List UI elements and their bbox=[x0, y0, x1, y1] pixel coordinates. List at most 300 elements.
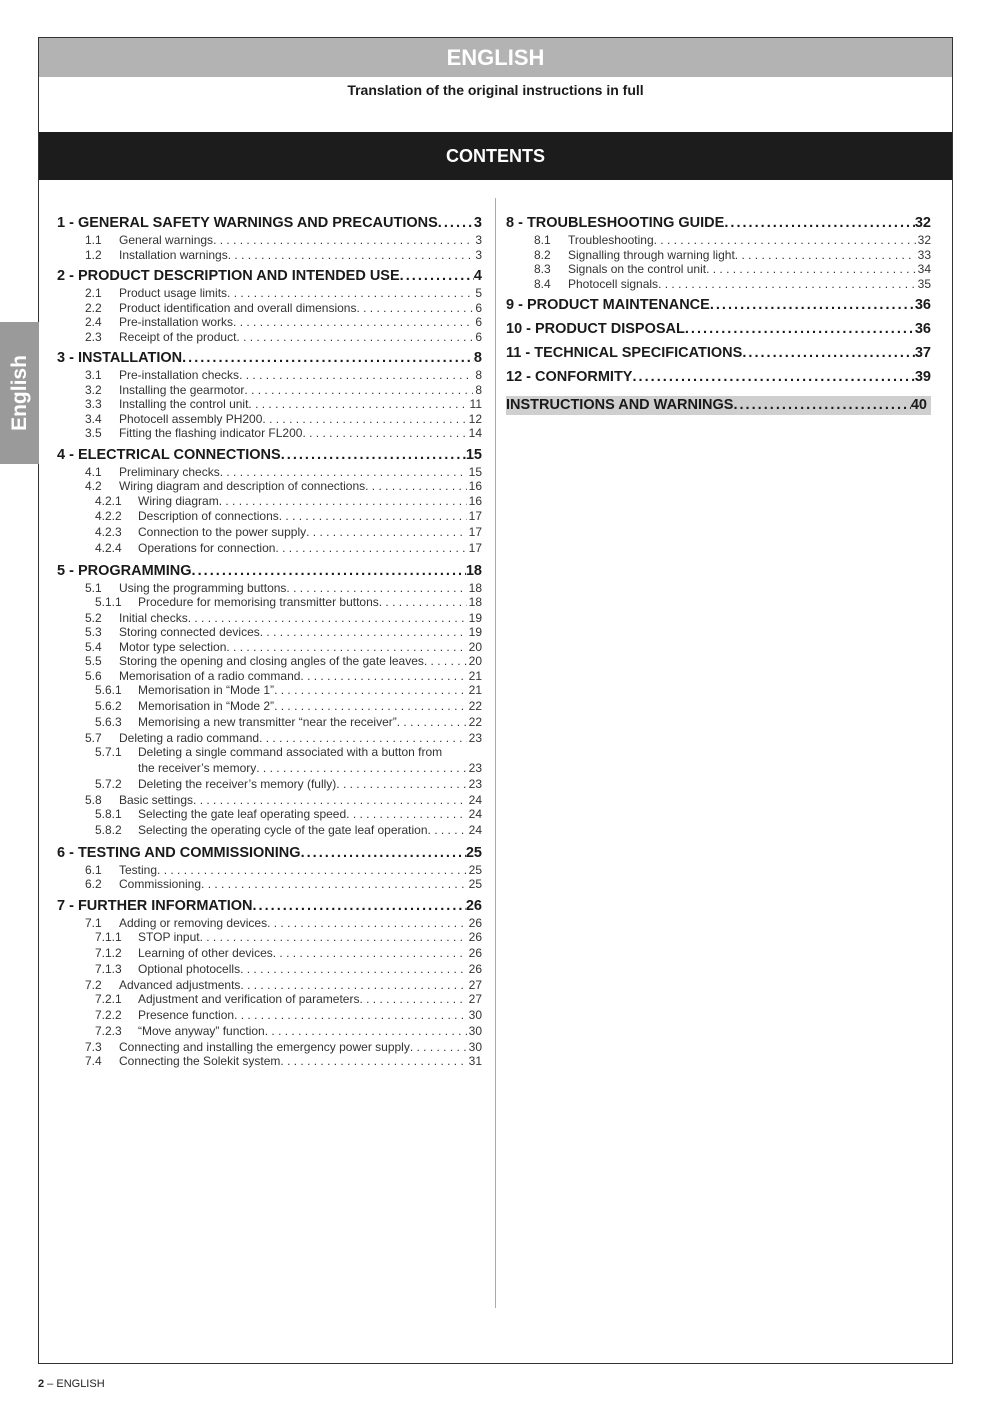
toc-section-entry[interactable] bbox=[506, 233, 931, 248]
toc-leader-dots bbox=[428, 823, 467, 839]
toc-page-number: 36 bbox=[914, 321, 931, 337]
toc-entry-title: Troubleshooting bbox=[568, 233, 654, 247]
toc-section-entry[interactable] bbox=[57, 946, 482, 962]
toc-page-number: 3 bbox=[473, 215, 482, 231]
toc-page-number: 26 bbox=[468, 915, 482, 930]
toc-page-number: 24 bbox=[468, 823, 482, 838]
toc-leader-dots bbox=[346, 807, 466, 823]
toc-right-column bbox=[506, 214, 931, 415]
toc-page-number: 25 bbox=[468, 877, 482, 892]
toc-section-number: 5.6.1 bbox=[95, 683, 122, 698]
toc-section-number: 4.2.2 bbox=[95, 509, 122, 524]
toc-section-number: 8.3 bbox=[534, 262, 551, 276]
toc-section-number: 2.1 bbox=[85, 286, 102, 300]
toc-leader-dots bbox=[706, 262, 916, 277]
toc-section-number: 3.2 bbox=[85, 382, 102, 397]
toc-section-number: 4.2 bbox=[85, 479, 102, 493]
toc-chapter-title: 6 - TESTING AND COMMISSIONING bbox=[57, 844, 301, 861]
toc-leader-dots bbox=[267, 916, 467, 931]
toc-page-number: 21 bbox=[468, 683, 482, 698]
toc-section-number: 5.6.2 bbox=[95, 699, 122, 714]
toc-entry-title: STOP input bbox=[138, 930, 200, 945]
toc-entry-title: Wiring diagram bbox=[138, 493, 219, 508]
toc-page-number: 18 bbox=[468, 595, 482, 610]
toc-section-entry[interactable] bbox=[57, 962, 482, 978]
toc-section-number: 1.1 bbox=[85, 233, 102, 247]
side-tab-label: English bbox=[7, 355, 31, 431]
toc-section-entry[interactable] bbox=[57, 248, 482, 263]
toc-chapter-entry[interactable] bbox=[506, 344, 931, 363]
toc-entry-continuation[interactable] bbox=[57, 761, 482, 777]
toc-section-entry[interactable] bbox=[57, 330, 482, 345]
toc-leader-dots bbox=[685, 320, 915, 339]
toc-section-number: 6.2 bbox=[85, 877, 102, 892]
toc-section-number: 7.2.2 bbox=[95, 1008, 122, 1023]
toc-section-number: 5.3 bbox=[85, 625, 102, 640]
toc-leader-dots bbox=[201, 877, 467, 892]
toc-leader-dots bbox=[710, 296, 915, 315]
toc-page-number: 12 bbox=[468, 411, 482, 426]
toc-page-number: 23 bbox=[468, 730, 482, 745]
toc-leader-dots bbox=[300, 669, 466, 684]
toc-entry-title: Optional photocells bbox=[138, 961, 241, 976]
toc-entry-title: Pre-installation works bbox=[119, 315, 234, 329]
toc-section-number: 2.4 bbox=[85, 315, 102, 329]
toc-leader-dots bbox=[227, 286, 473, 301]
toc-page-number: 14 bbox=[468, 426, 482, 440]
toc-leader-dots bbox=[279, 509, 467, 525]
toc-section-entry[interactable] bbox=[57, 368, 482, 383]
toc-page-number: 36 bbox=[914, 297, 931, 313]
toc-section-number: 3.5 bbox=[85, 426, 102, 440]
toc-section-entry[interactable] bbox=[506, 248, 931, 263]
toc-page-number: 20 bbox=[468, 654, 482, 669]
toc-section-entry[interactable] bbox=[57, 1054, 482, 1069]
toc-section-entry[interactable] bbox=[57, 494, 482, 510]
toc-section-entry[interactable] bbox=[57, 654, 482, 669]
toc-page-number: 11 bbox=[469, 397, 482, 411]
toc-section-entry[interactable] bbox=[57, 301, 482, 316]
toc-section-number: 5.8.2 bbox=[95, 823, 122, 838]
toc-section-entry[interactable] bbox=[57, 625, 482, 640]
toc-chapter-title: 11 - TECHNICAL SPECIFICATIONS bbox=[506, 345, 743, 361]
toc-entry-title: Deleting a single command associated with a button from bbox=[138, 745, 443, 760]
toc-leader-dots bbox=[356, 301, 473, 316]
toc-chapter-entry[interactable] bbox=[506, 296, 931, 315]
toc-leader-dots bbox=[233, 315, 473, 330]
toc-page-number: 3 bbox=[475, 247, 482, 262]
toc-section-number: 8.4 bbox=[534, 276, 551, 291]
toc-leader-dots bbox=[259, 731, 467, 746]
toc-leader-dots bbox=[228, 248, 474, 263]
toc-section-entry[interactable] bbox=[57, 669, 482, 684]
toc-section-entry[interactable] bbox=[57, 640, 482, 655]
toc-chapter-title: 9 - PRODUCT MAINTENANCE bbox=[506, 297, 710, 313]
toc-section-entry[interactable] bbox=[57, 1024, 482, 1040]
toc-entry-title: Installing the gearmotor bbox=[119, 382, 245, 397]
toc-chapter-title: 2 - PRODUCT DESCRIPTION AND INTENDED USE bbox=[57, 268, 400, 284]
toc-page-number: 4 bbox=[473, 268, 482, 284]
toc-section-number: 3.1 bbox=[85, 368, 102, 382]
toc-entry-title: Advanced adjustments bbox=[119, 977, 241, 992]
toc-section-entry[interactable] bbox=[57, 1040, 482, 1055]
language-side-tab bbox=[0, 322, 39, 464]
toc-leader-dots bbox=[301, 844, 466, 863]
toc-chapter-title: 5 - PROGRAMMING bbox=[57, 562, 192, 579]
toc-section-entry[interactable] bbox=[57, 525, 482, 541]
toc-entry-title: General warnings bbox=[119, 233, 214, 247]
toc-section-number: 4.1 bbox=[85, 464, 102, 479]
toc-section-number: 5.2 bbox=[85, 610, 102, 625]
toc-section-number: 7.1.1 bbox=[95, 930, 122, 945]
toc-entry-title: Signals on the control unit bbox=[568, 262, 707, 276]
toc-entry-title: Deleting the receiver’s memory (fully) bbox=[138, 776, 337, 791]
toc-section-number: 7.2 bbox=[85, 977, 102, 992]
toc-page-number: 6 bbox=[475, 315, 482, 329]
toc-entry-title: Connecting the Solekit system bbox=[119, 1054, 281, 1069]
toc-page-number: 30 bbox=[468, 1023, 482, 1038]
toc-page-number: 26 bbox=[468, 946, 482, 961]
language-banner: ENGLISH bbox=[39, 38, 952, 77]
toc-section-number: 8.2 bbox=[534, 247, 551, 262]
toc-entry-title: Connection to the power supply bbox=[138, 525, 307, 540]
toc-entry-title: Preliminary checks bbox=[119, 464, 220, 479]
toc-chapter-entry[interactable] bbox=[506, 320, 931, 339]
toc-leader-dots bbox=[252, 897, 465, 916]
toc-page-number: 26 bbox=[468, 961, 482, 976]
toc-entry-title: Basic settings bbox=[119, 792, 194, 807]
toc-page-number: 16 bbox=[468, 479, 482, 493]
toc-leader-dots bbox=[632, 368, 914, 387]
toc-section-entry[interactable] bbox=[57, 465, 482, 480]
toc-entry-title: “Move anyway” function bbox=[138, 1023, 265, 1038]
toc-entry-title: Product usage limits bbox=[119, 286, 228, 300]
toc-chapter-title: 12 - CONFORMITY bbox=[506, 369, 633, 385]
toc-leader-dots bbox=[735, 248, 916, 263]
toc-section-entry[interactable] bbox=[57, 777, 482, 793]
toc-section-number: 7.2.3 bbox=[95, 1023, 122, 1038]
toc-entry-title: Connecting and installing the emergency power supply bbox=[119, 1039, 410, 1054]
toc-leader-dots bbox=[234, 1008, 467, 1024]
toc-page-number: 19 bbox=[468, 625, 482, 640]
toc-leader-dots bbox=[220, 465, 467, 480]
toc-leader-dots bbox=[302, 426, 466, 441]
toc-leader-dots bbox=[260, 625, 467, 640]
translation-subtitle: Translation of the original instructions in full bbox=[347, 82, 644, 98]
toc-entry-title: Memorisation in “Mode 2” bbox=[138, 699, 275, 714]
toc-entry-title: Storing connected devices bbox=[119, 625, 260, 640]
toc-entry-title: Memorising a new transmitter “near the receiver” bbox=[138, 715, 397, 730]
toc-section-number: 5.8 bbox=[85, 792, 102, 807]
toc-section-number: 5.5 bbox=[85, 654, 102, 669]
toc-section-entry[interactable] bbox=[57, 595, 482, 611]
toc-page-number: 21 bbox=[468, 668, 482, 683]
toc-entry-title: Product identification and overall dimensions bbox=[119, 300, 357, 315]
toc-leader-dots bbox=[359, 992, 466, 1008]
toc-leader-dots bbox=[188, 611, 467, 626]
toc-leader-dots bbox=[244, 383, 473, 398]
toc-page-number: 18 bbox=[465, 562, 482, 579]
toc-entry-title: Motor type selection bbox=[119, 639, 227, 654]
toc-page-number: 24 bbox=[468, 792, 482, 807]
toc-section-number: 7.3 bbox=[85, 1039, 102, 1054]
toc-entry-title: Fitting the flashing indicator FL200 bbox=[119, 426, 303, 440]
toc-leader-dots bbox=[410, 1040, 467, 1055]
toc-leader-dots bbox=[193, 793, 467, 808]
toc-section-number: 7.1.3 bbox=[95, 961, 122, 976]
toc-entry-title: Storing the opening and closing angles of the gate leaves bbox=[119, 654, 424, 669]
toc-chapter-entry[interactable] bbox=[57, 562, 482, 581]
toc-leader-dots bbox=[286, 581, 466, 596]
toc-entry-title: Photocell signals bbox=[568, 276, 659, 291]
toc-entry-title: Using the programming buttons bbox=[119, 580, 287, 595]
toc-section-number: 5.6.3 bbox=[95, 715, 122, 730]
toc-leader-dots bbox=[273, 946, 467, 962]
toc-page-number: 17 bbox=[468, 540, 482, 555]
toc-section-number: 5.6 bbox=[85, 668, 102, 683]
toc-leader-dots bbox=[438, 214, 474, 233]
toc-section-entry[interactable] bbox=[57, 683, 482, 699]
toc-section-entry[interactable] bbox=[57, 916, 482, 931]
toc-section-entry[interactable] bbox=[57, 863, 482, 878]
toc-entry-title: Pre-installation checks bbox=[119, 368, 240, 382]
toc-chapter-entry[interactable] bbox=[506, 368, 931, 387]
toc-page-number: 8 bbox=[475, 368, 482, 382]
toc-page-number: 8 bbox=[475, 382, 482, 397]
toc-chapter-entry[interactable] bbox=[506, 214, 931, 233]
toc-section-entry[interactable] bbox=[57, 978, 482, 993]
toc-page-number: 17 bbox=[468, 509, 482, 524]
toc-page-number: 30 bbox=[468, 1008, 482, 1023]
toc-leader-dots bbox=[182, 349, 474, 368]
toc-leader-dots bbox=[157, 863, 467, 878]
toc-section-entry[interactable] bbox=[57, 715, 482, 731]
toc-entry-title: Initial checks bbox=[119, 610, 188, 625]
toc-page-number: 37 bbox=[914, 345, 931, 361]
toc-entry-title: the receiver’s memory bbox=[138, 761, 257, 776]
toc-section-entry[interactable] bbox=[57, 930, 482, 946]
toc-section-entry[interactable] bbox=[57, 286, 482, 301]
toc-leader-dots bbox=[240, 978, 466, 993]
toc-section-entry[interactable] bbox=[57, 793, 482, 808]
toc-entry-title: Wiring diagram and description of connections bbox=[119, 479, 366, 493]
toc-section-entry[interactable] bbox=[57, 581, 482, 596]
toc-section-number: 2.2 bbox=[85, 300, 102, 315]
toc-leader-dots bbox=[306, 525, 467, 541]
toc-left-column bbox=[57, 214, 482, 1069]
toc-section-entry[interactable] bbox=[57, 611, 482, 626]
toc-page-number: 19 bbox=[468, 610, 482, 625]
toc-entry-title: Presence function bbox=[138, 1008, 235, 1023]
toc-entry-title: Signalling through warning light bbox=[568, 247, 735, 262]
toc-section-entry[interactable] bbox=[57, 877, 482, 892]
toc-section-entry[interactable] bbox=[57, 699, 482, 715]
toc-page-number: 3 bbox=[475, 233, 482, 247]
toc-leader-dots bbox=[397, 715, 467, 731]
toc-entry-title: Selecting the gate leaf operating speed bbox=[138, 807, 347, 822]
toc-page-number: 27 bbox=[468, 992, 482, 1007]
toc-section-entry[interactable] bbox=[57, 807, 482, 823]
toc-chapter-entry[interactable] bbox=[506, 396, 931, 415]
toc-section-number: 5.7 bbox=[85, 730, 102, 745]
toc-page-number: 31 bbox=[468, 1054, 482, 1069]
toc-page-number: 27 bbox=[468, 977, 482, 992]
toc-leader-dots bbox=[733, 396, 910, 415]
footer-page-number: 2 bbox=[38, 1378, 45, 1390]
toc-leader-dots bbox=[281, 446, 466, 465]
toc-leader-dots bbox=[240, 962, 467, 978]
toc-page-number: 23 bbox=[468, 776, 482, 791]
toc-leader-dots bbox=[200, 930, 467, 946]
toc-section-entry[interactable] bbox=[57, 426, 482, 441]
toc-leader-dots bbox=[226, 640, 466, 655]
toc-section-number: 5.7.1 bbox=[95, 745, 122, 760]
toc-chapter-title: 4 - ELECTRICAL CONNECTIONS bbox=[57, 446, 281, 463]
toc-entry-title: Deleting a radio command bbox=[119, 730, 260, 745]
toc-page-number: 22 bbox=[468, 699, 482, 714]
toc-page-number: 39 bbox=[914, 369, 931, 385]
toc-entry-title: Adjustment and verification of parameters bbox=[138, 992, 360, 1007]
toc-page-number: 26 bbox=[465, 897, 482, 914]
toc-section-number: 5.1 bbox=[85, 580, 102, 595]
toc-entry-title: Selecting the operating cycle of the gate leaf operation bbox=[138, 823, 428, 838]
toc-leader-dots bbox=[236, 330, 473, 345]
toc-section-number: 8.1 bbox=[534, 233, 551, 247]
toc-page-number: 32 bbox=[914, 215, 931, 231]
toc-leader-dots bbox=[219, 494, 467, 510]
toc-entry-title: Description of connections bbox=[138, 509, 279, 524]
toc-leader-dots bbox=[280, 1054, 466, 1069]
toc-chapter-entry[interactable] bbox=[57, 446, 482, 465]
toc-chapter-title: 8 - TROUBLESHOOTING GUIDE bbox=[506, 215, 725, 231]
toc-chapter-entry[interactable] bbox=[57, 844, 482, 863]
toc-section-number: 7.1 bbox=[85, 915, 102, 930]
toc-entry-title: Installation warnings bbox=[119, 247, 228, 262]
toc-page-number: 40 bbox=[910, 397, 927, 413]
toc-entry-title: Procedure for memorising transmitter buttons bbox=[138, 595, 379, 610]
toc-page-number: 35 bbox=[917, 276, 931, 291]
toc-chapter-entry[interactable] bbox=[57, 267, 482, 286]
toc-entry-title: Memorisation of a radio command bbox=[119, 668, 301, 683]
toc-section-number: 4.2.1 bbox=[95, 493, 122, 508]
toc-leader-dots bbox=[400, 267, 474, 286]
toc-section-entry[interactable] bbox=[506, 262, 931, 277]
toc-leader-dots bbox=[365, 479, 467, 494]
page-footer bbox=[38, 1378, 105, 1390]
toc-entry-title: Learning of other devices bbox=[138, 946, 273, 961]
toc-page-number: 15 bbox=[468, 464, 482, 479]
toc-section-entry[interactable] bbox=[57, 745, 482, 761]
toc-chapter-entry[interactable] bbox=[57, 214, 482, 233]
toc-section-number: 3.3 bbox=[85, 397, 102, 411]
toc-section-entry[interactable] bbox=[57, 1008, 482, 1024]
toc-entry-title: Installing the control unit bbox=[119, 397, 249, 411]
toc-section-entry[interactable] bbox=[57, 509, 482, 525]
toc-page-number: 24 bbox=[468, 807, 482, 822]
toc-section-entry[interactable] bbox=[57, 823, 482, 839]
toc-entry-title: Memorisation in “Mode 1” bbox=[138, 683, 275, 698]
toc-chapter-entry[interactable] bbox=[57, 349, 482, 368]
toc-leader-dots bbox=[239, 368, 473, 383]
toc-leader-dots bbox=[742, 344, 915, 363]
toc-section-entry[interactable] bbox=[57, 412, 482, 427]
toc-leader-dots bbox=[192, 562, 466, 581]
toc-section-number: 7.1.2 bbox=[95, 946, 122, 961]
toc-entry-title: Photocell assembly PH200 bbox=[119, 411, 263, 426]
toc-chapter-title: 7 - FURTHER INFORMATION bbox=[57, 897, 253, 914]
toc-section-number: 3.4 bbox=[85, 411, 102, 426]
toc-page-number: 16 bbox=[468, 493, 482, 508]
toc-page-number: 17 bbox=[468, 525, 482, 540]
toc-section-entry[interactable] bbox=[57, 479, 482, 494]
toc-page-number: 20 bbox=[468, 639, 482, 654]
toc-section-entry[interactable] bbox=[57, 731, 482, 746]
toc-leader-dots bbox=[336, 777, 466, 793]
toc-page-number: 22 bbox=[468, 715, 482, 730]
toc-chapter-entry[interactable] bbox=[57, 897, 482, 916]
toc-leader-dots bbox=[275, 541, 466, 557]
toc-leader-dots bbox=[658, 277, 916, 292]
toc-section-number: 2.3 bbox=[85, 329, 102, 344]
toc-leader-dots bbox=[654, 233, 916, 248]
toc-page-number: 34 bbox=[917, 262, 931, 276]
toc-page-number: 18 bbox=[468, 580, 482, 595]
toc-entry-title: Adding or removing devices bbox=[119, 915, 268, 930]
toc-leader-dots bbox=[248, 397, 467, 412]
toc-section-entry[interactable] bbox=[57, 397, 482, 412]
toc-chapter-title: 10 - PRODUCT DISPOSAL bbox=[506, 321, 685, 337]
column-divider bbox=[495, 198, 496, 1308]
toc-entry-title: Commissioning bbox=[119, 877, 202, 892]
toc-page-number: 5 bbox=[475, 286, 482, 300]
toc-page-number: 6 bbox=[475, 300, 482, 315]
toc-section-number: 5.7.2 bbox=[95, 776, 122, 791]
toc-leader-dots bbox=[213, 233, 473, 248]
toc-section-entry[interactable] bbox=[57, 315, 482, 330]
toc-leader-dots bbox=[256, 761, 466, 777]
toc-section-number: 7.2.1 bbox=[95, 992, 122, 1007]
toc-section-number: 7.4 bbox=[85, 1054, 102, 1069]
contents-heading: CONTENTS bbox=[39, 132, 952, 180]
toc-leader-dots bbox=[274, 683, 467, 699]
toc-entry-title: Operations for connection bbox=[138, 540, 276, 555]
toc-chapter-title: INSTRUCTIONS AND WARNINGS bbox=[506, 397, 734, 413]
toc-section-entry[interactable] bbox=[506, 277, 931, 292]
toc-section-entry[interactable] bbox=[57, 992, 482, 1008]
toc-leader-dots bbox=[379, 595, 467, 611]
toc-section-entry[interactable] bbox=[57, 541, 482, 557]
toc-page-number: 15 bbox=[465, 446, 482, 463]
toc-page-number: 26 bbox=[468, 930, 482, 945]
toc-page-number: 30 bbox=[468, 1039, 482, 1054]
toc-leader-dots bbox=[274, 699, 467, 715]
toc-section-number: 6.1 bbox=[85, 862, 102, 877]
toc-page-number: 25 bbox=[465, 844, 482, 861]
toc-page-number: 32 bbox=[917, 233, 931, 247]
toc-section-entry[interactable] bbox=[57, 233, 482, 248]
toc-leader-dots bbox=[424, 654, 467, 669]
toc-leader-dots bbox=[262, 412, 466, 427]
toc-page-number: 25 bbox=[468, 862, 482, 877]
toc-page-number: 23 bbox=[468, 761, 482, 776]
toc-chapter-title: 1 - GENERAL SAFETY WARNINGS AND PRECAUTIONS bbox=[57, 215, 438, 231]
toc-entry-title: Receipt of the product bbox=[119, 329, 237, 344]
toc-section-number: 1.2 bbox=[85, 247, 102, 262]
toc-leader-dots bbox=[724, 214, 915, 233]
toc-page-number: 33 bbox=[917, 247, 931, 262]
toc-page-number: 6 bbox=[475, 329, 482, 344]
toc-section-entry[interactable] bbox=[57, 383, 482, 398]
